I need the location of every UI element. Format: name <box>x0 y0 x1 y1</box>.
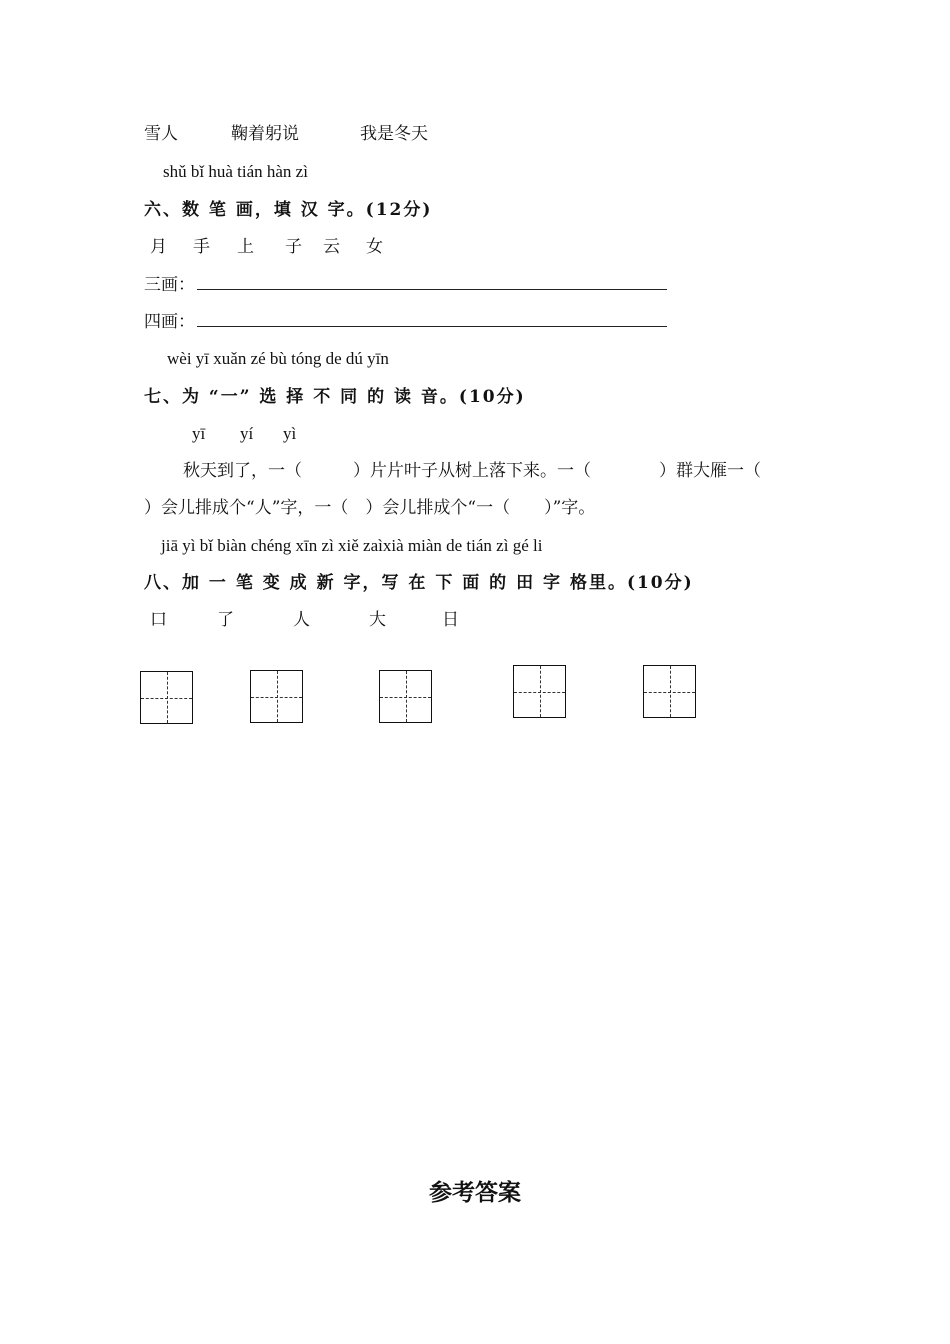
section6-pinyin: shǔ bǐ huà tián hàn zì <box>163 162 308 181</box>
answer-blank[interactable] <box>197 274 667 290</box>
four-stroke-row <box>144 311 667 332</box>
section6-heading: 六、数 笔 画，填 汉 字。(12分) <box>144 200 433 220</box>
answer-blank[interactable] <box>197 311 667 327</box>
option: yī <box>192 424 206 443</box>
section7-heading: 七、为 “一” 选 择 不 同 的 读 音。(10分) <box>144 387 526 407</box>
item-word: 鞠着躬说 <box>231 124 299 144</box>
option: yì <box>283 424 297 443</box>
section7-pinyin: wèi yī xuǎn zé bù tóng de dú yīn <box>167 349 389 368</box>
char: 口 <box>150 610 167 630</box>
tianzi-grid-box[interactable] <box>643 665 696 718</box>
tianzi-grid-box[interactable] <box>250 670 303 723</box>
char: 上 <box>237 237 254 257</box>
tianzi-grid-box[interactable] <box>379 670 432 723</box>
char: 云 <box>323 237 340 257</box>
char: 大 <box>369 610 386 630</box>
char: 手 <box>193 237 210 257</box>
sentence-line-2: ）会儿排成个“人”字，一（ ）会儿排成个“一（ ）”字。 <box>144 498 596 518</box>
char: 子 <box>285 237 302 257</box>
char: 人 <box>293 610 310 630</box>
char: 了 <box>217 610 234 630</box>
option: yí <box>240 424 254 443</box>
section8-heading: 八、加 一 笔 变 成 新 字，写 在 下 面 的 田 字 格里。(10分) <box>144 573 694 593</box>
item-word: 我是冬天 <box>360 124 428 144</box>
sentence-line-1: 秋天到了，一（ ）片片叶子从树上落下来。一（ ）群大雁一（ <box>183 461 761 481</box>
row-label: 四画： <box>144 312 195 332</box>
three-stroke-row <box>144 274 667 295</box>
char: 女 <box>366 237 383 257</box>
section8-pinyin: jiā yì bǐ biàn chéng xīn zì xiě zaìxià miàn de tián zì gé li <box>161 536 543 555</box>
item-word: 雪人 <box>144 124 178 144</box>
tianzi-grid-box[interactable] <box>513 665 566 718</box>
answer-title: 参考答案 <box>429 1180 521 1206</box>
char: 月 <box>150 237 167 257</box>
row-label: 三画： <box>144 275 195 295</box>
char: 日 <box>442 610 459 630</box>
tianzi-grid-box[interactable] <box>140 671 193 724</box>
